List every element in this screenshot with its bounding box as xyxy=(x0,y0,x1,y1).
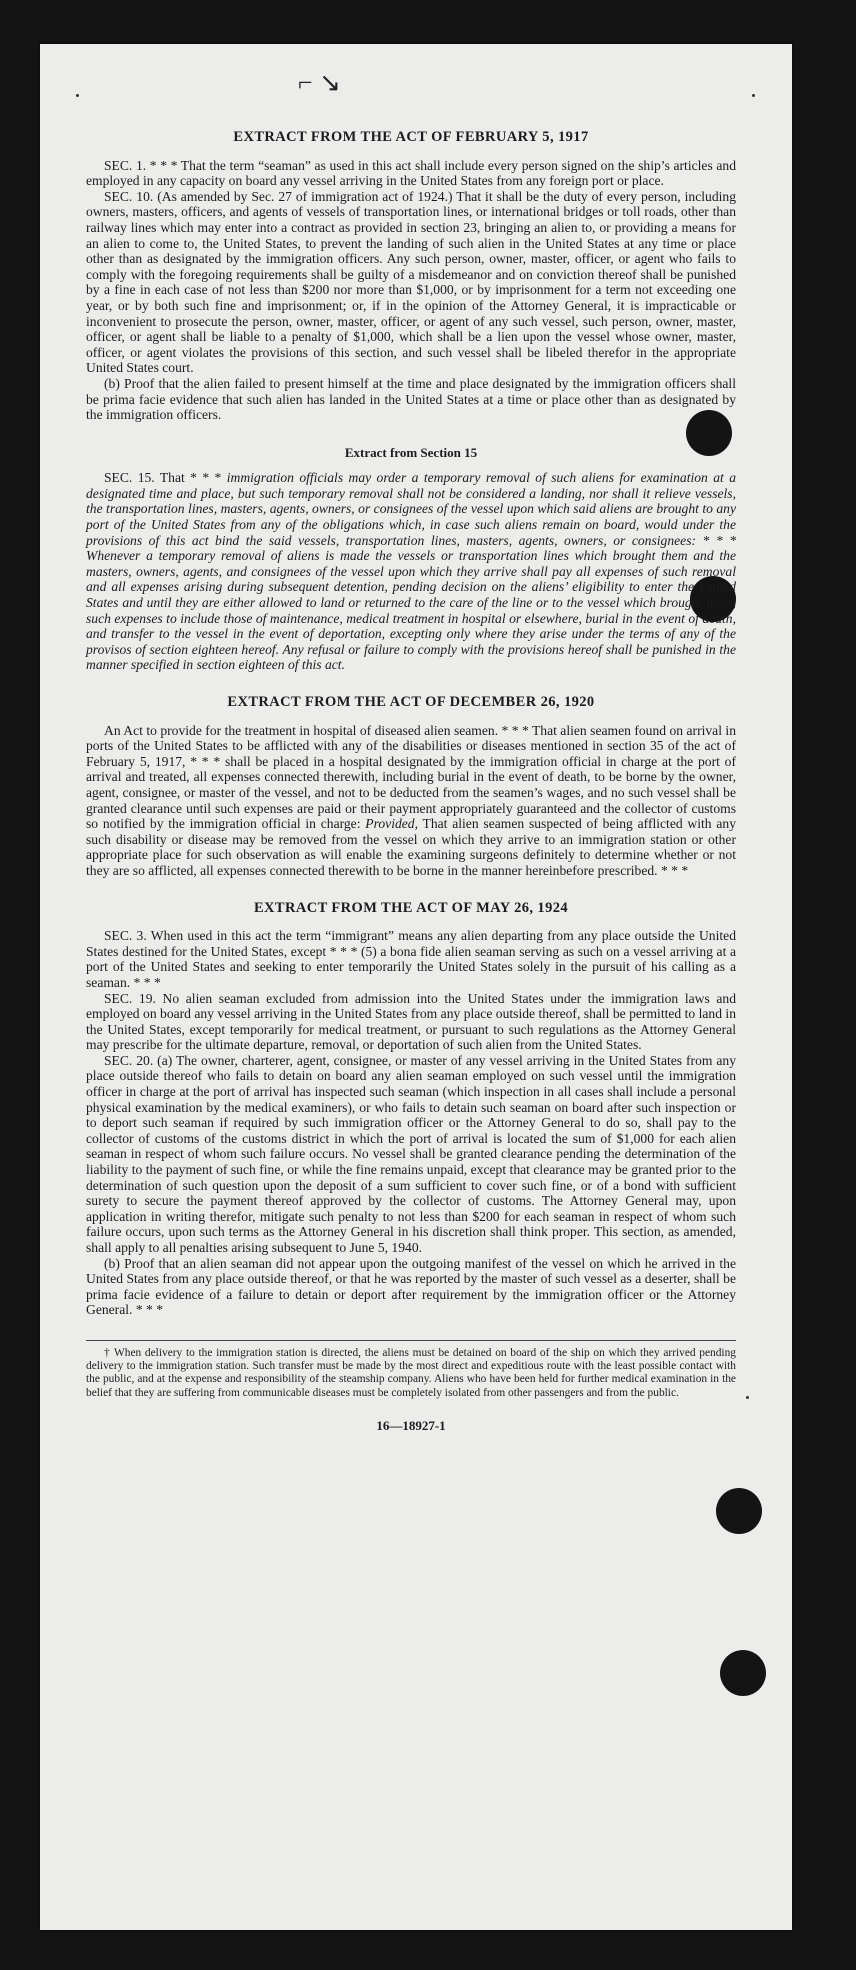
heading-section-15: Extract from Section 15 xyxy=(344,444,478,460)
paragraph: SEC. 20. (a) The owner, charterer, agent, consignee, or master of any vessel arriving in the United States from any place outside thereof who fails to detain on board any alien seaman employed on such vessel until the immigration officer in charge at the port of arrival has inspected such seaman (which inspection in all cases shall include a personal physical examination by the medical examiners), or who fails to detain such seaman on board after such inspection or to deport such seaman if required by such immigration officer or the Attorney General to do so, shall pay to the collector of customs of the customs district in which the port of arrival is located the sum of $1,000 for each alien seaman in respect of whom such failure occurs. No vessel shall be granted clearance pending the determination of the liability to the payment of such fine, or while the fine remains unpaid, except that clearance may be granted prior to the determination of such question upon the deposit of a sum sufficient to cover such fine, or of a bond with sufficient surety to secure the payment thereof approved by the collector of customs. The Attorney General may, upon application in writing therefor, mitigate such penalty to not less than $200 for each seaman in respect of whom such failure occurs, upon such terms as the Attorney General in his discretion shall think proper. This section, as amended, shall apply to all penalties arising subsequent to June 5, 1940. xyxy=(86,1052,736,1255)
paragraph: (b) Proof that the alien failed to present himself at the time and place designated by the immigration officers shall be prima facie evidence that such alien has landed in the United States at a time or place other than as designated by the immigration officers. xyxy=(86,375,736,423)
punch-hole xyxy=(716,1488,762,1534)
speck xyxy=(746,1396,749,1399)
document-body xyxy=(86,130,736,1433)
heading-act-1920: EXTRACT FROM THE ACT OF DECEMBER 26, 1920 xyxy=(227,694,595,710)
form-code: 16—18927-1 xyxy=(376,1417,446,1433)
provided-term: Provided, xyxy=(365,816,419,832)
paragraph xyxy=(86,723,736,879)
section-lead: SEC. 15. That * * * xyxy=(104,470,227,486)
document-page xyxy=(40,44,792,1930)
footnote: † When delivery to the immigration station is directed, the aliens must be detained on board of the ship on which they arrived pending delivery to the immigration station. Such transfer must be made by the most direct and expeditious route with the least possible contact with the public, and at the expense and responsibility of the steamship company. Aliens who have been held for further medical examination in the belief that they are suffering from communicable diseases must be completely isolated from other passengers and from the public. xyxy=(86,1346,736,1399)
speck xyxy=(752,94,755,97)
handwritten-mark: ⌐ ↘ xyxy=(298,68,341,97)
italic-text: immigration officials may order a temporary removal of such aliens for examination at a designated time and place, but such temporary removal shall not be considered a landing, nor shall it relieve vessels, the transportation lines, masters, agents, owners, or consignees of the vessel upon which said aliens are brought to any port of the United States from any of the obligations which, in case such aliens remain on board, would under the provisions of this act bind the said vessels, transportation lines, masters, agents, owners, or consignees: * * * Whenever a temporary removal of aliens is made the vessels or transportation lines which brought them and the masters, owners, agents, and consignees of the vessel upon which they arrive shall pay all expenses of such removal and all expenses arising during subsequent detention, pending decision on the aliens’ eligibility to enter the United States and until they are either allowed to land or returned to the care of the line or to the vessel which brought them, such expenses to include those of maintenance, medical treatment in hospital or elsewhere, burial in the event of death, and transfer to the vessel in the event of deportation, excepting only where they arise under the terms of any of the provisos of section eighteen hereof. Any refusal or failure to comply with the provisions hereof shall be punished in the manner specified in section eighteen of this act. xyxy=(86,470,736,673)
speck xyxy=(76,94,79,97)
text: An Act to provide for the treatment in hospital of diseased alien seamen. * * * That alien seamen found on arrival in ports of the United States to be afflicted with any of the disabilities or diseases mentioned in section 35 of the act of February 5, 1917, * * * shall be placed in a hospital designated by the immigration official in charge at the port of arrival and treated, all expenses connected therewith, including burial in the event of death, to be borne by the owner, agent, consignee, or master of the vessel, and not to be deducted from the seamen’s wages, and no such vessel shall be granted clearance until such expenses are paid or their payment appropriately guaranteed and the collector of customs so notified by the immigration official in charge: xyxy=(86,722,736,832)
paragraph: SEC. 19. No alien seaman excluded from admission into the United States under the immigration laws and employed on board any vessel arriving in the United States from any place outside thereof, shall be permitted to land in the United States, except temporarily for medical treatment, or pursuant to such regulations as the Attorney General may prescribe for the ultimate departure, removal, or deportation of such alien from the United States. xyxy=(86,990,736,1053)
footnote-divider xyxy=(86,1340,736,1341)
section-act-1917 xyxy=(86,130,736,423)
section-act-1924 xyxy=(86,901,736,1318)
section-extract-15 xyxy=(86,445,736,673)
paragraph: SEC. 1. * * * That the term “seaman” as used in this act shall include every person signed on the ship’s articles and employed in any capacity on board any vessel arriving in the United States from any foreign port or place. xyxy=(86,157,736,189)
paragraph xyxy=(86,470,736,673)
paragraph: (b) Proof that an alien seaman did not appear upon the outgoing manifest of the vessel on which he arrived in the United States from any place outside thereof, or that he was reported by the master of such vessel as a deserter, shall be prima facie evidence of a failure to detain or deport after requirement by the immigration officer or the Attorney General. * * * xyxy=(86,1255,736,1318)
text: That alien seamen suspected of being afflicted with any such disability or disease may be removed from the vessel on which they arrive to an immigration station or other appropriate place for such observation as will enable the examining surgeons definitely to determine whether or not they are so afflicted, all expenses connected therewith to be borne in the manner hereinbefore prescribed. * * * xyxy=(86,816,736,878)
punch-hole xyxy=(720,1650,766,1696)
section-act-1920 xyxy=(86,695,736,879)
paragraph: SEC. 3. When used in this act the term “immigrant” means any alien departing from any place outside the United States destined for the United States, except * * * (5) a bona fide alien seaman serving as such on a vessel arriving at a port of the United States and seeking to enter temporarily the United States solely in the pursuit of his calling as a seaman. * * * xyxy=(86,928,736,990)
heading-act-1917: EXTRACT FROM THE ACT OF FEBRUARY 5, 1917 xyxy=(233,129,589,145)
paragraph: SEC. 10. (As amended by Sec. 27 of immigration act of 1924.) That it shall be the duty of every person, including owners, masters, officers, and agents of vessels of transportation lines, or international bridges or toll roads, other than railway lines which may enter into a contract as provided in section 23, bringing an alien to, or providing a means for an alien to come to, the United States, to prevent the landing of such alien in the United States at any time or place other than as designated by the immigration officers. Any such person, owner, master, officer, or agent who fails to comply with the foregoing requirements shall be guilty of a misdemeanor and on conviction thereof shall be punished by a fine in each case of not less than $200 nor more than $1,000, or by imprisonment for a term not exceeding one year, or by both such fine and imprisonment; or, if in the opinion of the Attorney General, it is impracticable or inconvenient to prosecute the person, owner, master, officer, or agent of any such vessel, such person, owner, master, officer, or agent shall be liable to a penalty of $1,000, which shall be a lien upon the vessel whose owner, master, officer, or agent violates the provisions of this section, and such vessel shall be libeled therefor in the appropriate United States court. xyxy=(86,188,736,376)
heading-act-1924: EXTRACT FROM THE ACT OF MAY 26, 1924 xyxy=(253,899,569,916)
